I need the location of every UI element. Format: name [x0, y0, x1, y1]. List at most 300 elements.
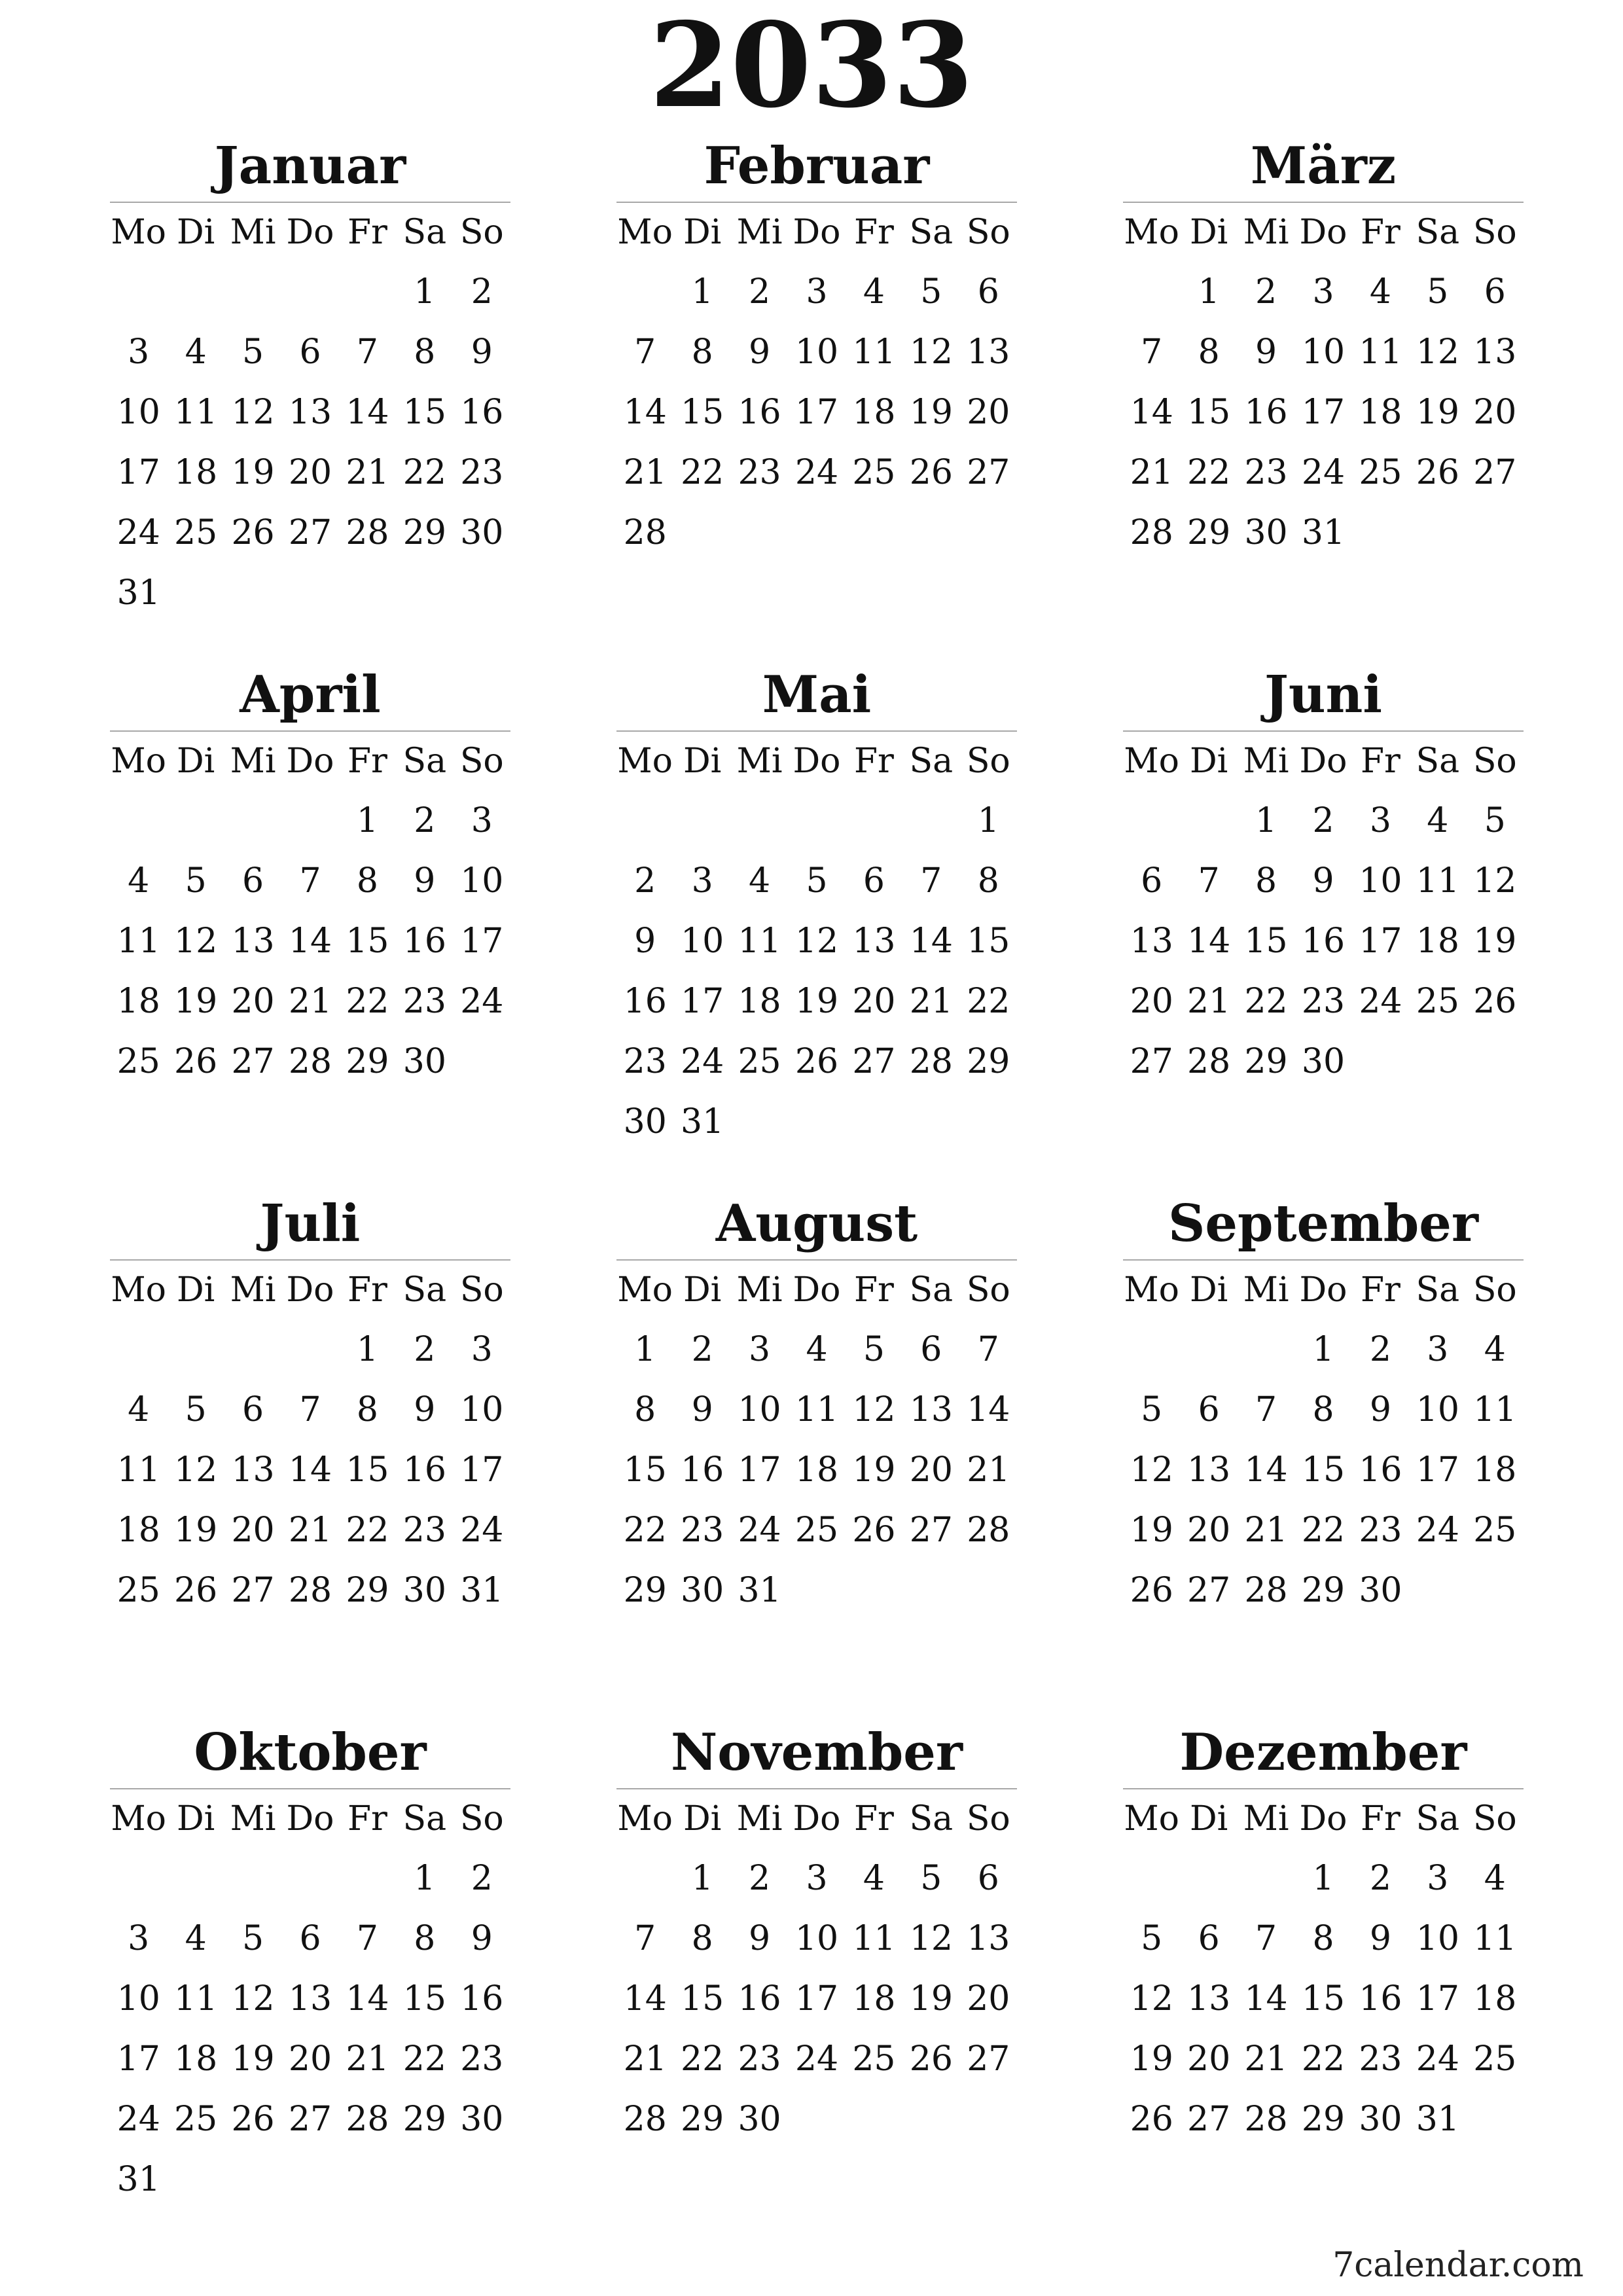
week-row	[616, 1500, 1017, 1560]
day-cell: 27	[1187, 2100, 1231, 2139]
day-cell: 28	[346, 2100, 389, 2139]
day-cell	[788, 791, 845, 851]
day-cell: 9	[1369, 1390, 1391, 1429]
day-cell: 7	[634, 1919, 656, 1958]
weekday-label: Di	[1189, 742, 1228, 781]
month-9	[1123, 1189, 1524, 1621]
day-cell: 25	[116, 1042, 160, 1081]
weekday-label: Mo	[111, 1270, 166, 1310]
day-cell: 28	[1130, 513, 1173, 552]
month-11	[616, 1717, 1017, 2149]
weekday-label: Mi	[1243, 1799, 1289, 1839]
weekday-label: Di	[683, 213, 722, 252]
week-row	[1123, 1909, 1524, 1969]
weekday-label: Do	[286, 1799, 334, 1839]
day-cell: 7	[1141, 332, 1163, 372]
day-cell: 4	[1427, 801, 1449, 840]
day-cell	[731, 1092, 788, 1152]
day-cell: 19	[231, 2039, 275, 2079]
day-cell: 27	[288, 2100, 332, 2139]
weekday-label: Do	[286, 213, 334, 252]
day-cell	[902, 1092, 959, 1152]
day-cell: 21	[623, 453, 667, 492]
day-cell: 28	[1244, 2100, 1288, 2139]
month-name: November	[670, 1723, 963, 1782]
day-cell: 6	[977, 272, 999, 312]
weekday-label: Fr	[347, 742, 387, 781]
day-cell: 31	[681, 1102, 724, 1141]
day-cell	[846, 2089, 902, 2149]
day-cell: 1	[414, 1859, 436, 1898]
day-cell: 14	[1244, 1450, 1288, 1490]
day-cell: 30	[402, 1571, 446, 1610]
weekday-label: Mi	[1243, 1270, 1289, 1310]
day-cell: 16	[460, 1979, 504, 2018]
day-cell	[396, 563, 453, 623]
day-cell: 4	[1484, 1330, 1506, 1369]
day-cell: 21	[1244, 2039, 1288, 2079]
weekday-label: Di	[176, 213, 215, 252]
week-row	[110, 2029, 510, 2089]
day-cell: 3	[1427, 1330, 1449, 1369]
weekday-header	[1123, 732, 1524, 791]
day-cell: 11	[116, 922, 160, 961]
day-cell: 31	[1416, 2100, 1459, 2139]
day-cell: 6	[242, 861, 264, 901]
week-row	[616, 1848, 1017, 1909]
day-cell: 19	[1130, 1511, 1173, 1550]
day-cell: 12	[1130, 1979, 1173, 2018]
week-row	[110, 2089, 510, 2149]
day-cell: 10	[1301, 332, 1346, 372]
day-cell: 5	[863, 1330, 885, 1369]
day-cell: 22	[402, 2039, 446, 2079]
weekday-label: Mi	[1243, 213, 1289, 252]
day-cell: 18	[174, 2039, 218, 2079]
day-cell: 18	[794, 1450, 839, 1490]
day-cell: 1	[1255, 801, 1277, 840]
day-cell: 27	[967, 2039, 1010, 2079]
day-cell: 8	[1198, 332, 1220, 372]
day-cell: 11	[852, 1919, 896, 1958]
day-cell: 27	[231, 1571, 275, 1610]
week-row	[616, 1380, 1017, 1440]
day-cell: 21	[1187, 982, 1231, 1021]
day-cell	[167, 262, 224, 322]
day-cell: 19	[231, 453, 275, 492]
day-cell: 26	[852, 1511, 896, 1550]
day-cell: 8	[691, 1919, 713, 1958]
day-cell: 7	[1255, 1390, 1277, 1429]
day-cell: 19	[1130, 2039, 1173, 2079]
day-cell: 20	[288, 2039, 332, 2079]
day-cell	[224, 563, 281, 623]
day-cell: 22	[1187, 453, 1231, 492]
day-cell: 12	[909, 1919, 953, 1958]
day-cell: 22	[623, 1511, 667, 1550]
month-4	[110, 660, 510, 1092]
day-cell: 1	[1312, 1330, 1334, 1369]
week-row	[1123, 791, 1524, 851]
day-cell: 5	[806, 861, 828, 901]
day-cell: 28	[346, 513, 389, 552]
day-cell: 30	[1359, 2100, 1402, 2139]
week-row	[1123, 971, 1524, 1031]
day-cell: 26	[794, 1042, 839, 1081]
day-cell: 2	[1312, 801, 1334, 840]
day-cell: 4	[1369, 272, 1391, 312]
day-cell: 30	[623, 1102, 667, 1141]
day-cell: 9	[471, 1919, 493, 1958]
day-cell	[960, 1560, 1017, 1621]
day-cell: 2	[1255, 272, 1277, 312]
weekday-label: Fr	[853, 1270, 894, 1310]
day-cell: 8	[691, 332, 713, 372]
day-cell: 13	[1130, 922, 1173, 961]
day-cell: 23	[1244, 453, 1288, 492]
day-cell	[167, 563, 224, 623]
day-cell: 4	[185, 1919, 207, 1958]
day-cell: 27	[288, 513, 332, 552]
day-cell: 21	[288, 1511, 332, 1550]
day-cell: 8	[977, 861, 999, 901]
day-cell: 1	[1198, 272, 1220, 312]
week-row	[616, 1440, 1017, 1500]
day-cell: 4	[863, 1859, 885, 1898]
day-cell: 26	[1130, 1571, 1173, 1610]
day-cell	[454, 563, 510, 623]
weekday-label: Di	[176, 742, 215, 781]
day-cell: 14	[288, 922, 332, 961]
day-cell: 7	[356, 1919, 378, 1958]
day-cell: 10	[1416, 1919, 1459, 1958]
weekday-header	[616, 1789, 1017, 1848]
day-cell: 26	[174, 1042, 218, 1081]
day-cell	[788, 2089, 845, 2149]
day-cell: 5	[242, 332, 264, 372]
day-cell	[224, 1848, 281, 1909]
day-cell: 28	[1187, 1042, 1231, 1081]
weekday-label: Mi	[1243, 742, 1289, 781]
day-cell: 10	[681, 922, 724, 961]
weekday-label: Mo	[617, 213, 673, 252]
weekday-label: Sa	[402, 1799, 447, 1839]
day-cell: 10	[1416, 1390, 1459, 1429]
day-cell: 10	[794, 332, 839, 372]
week-row	[110, 1440, 510, 1500]
week-row	[616, 442, 1017, 503]
day-cell: 30	[460, 513, 504, 552]
day-cell	[1409, 503, 1466, 563]
day-cell	[616, 1848, 673, 1909]
day-cell: 12	[1416, 332, 1459, 372]
day-cell	[110, 1848, 167, 1909]
weekday-label: Sa	[909, 742, 954, 781]
weekday-label: Mo	[617, 742, 673, 781]
day-cell: 20	[231, 982, 275, 1021]
weekday-header	[110, 1789, 510, 1848]
day-cell: 2	[749, 1859, 771, 1898]
weekday-label: Do	[1299, 1270, 1347, 1310]
day-cell: 20	[967, 1979, 1010, 2018]
day-cell: 18	[1473, 1450, 1517, 1490]
day-cell	[846, 791, 902, 851]
weekday-label: Do	[793, 1799, 841, 1839]
day-cell: 24	[460, 982, 504, 1021]
month-name: März	[1250, 136, 1397, 196]
weekday-label: So	[459, 1270, 504, 1310]
weekday-label: Di	[176, 1799, 215, 1839]
day-cell: 12	[794, 922, 839, 961]
day-cell: 13	[909, 1390, 953, 1429]
site-credit: 7calendar.com	[1332, 2246, 1584, 2285]
day-cell: 18	[738, 982, 781, 1021]
week-row	[1123, 1848, 1524, 1909]
week-row	[1123, 1031, 1524, 1092]
week-row	[110, 1500, 510, 1560]
day-cell: 16	[1359, 1450, 1402, 1490]
month-name: Januar	[214, 136, 406, 196]
day-cell	[1180, 1319, 1237, 1380]
day-cell: 24	[1301, 453, 1346, 492]
weekday-label: Mi	[736, 1270, 783, 1310]
day-cell: 2	[414, 1330, 436, 1369]
day-cell: 6	[1198, 1919, 1220, 1958]
day-cell: 22	[346, 982, 389, 1021]
week-row	[110, 1560, 510, 1621]
weekday-label: So	[1472, 213, 1517, 252]
day-cell: 16	[1359, 1979, 1402, 2018]
week-row	[616, 262, 1017, 322]
day-cell: 5	[185, 861, 207, 901]
day-cell: 28	[288, 1571, 332, 1610]
day-cell: 13	[967, 1919, 1010, 1958]
weekday-label: So	[966, 1270, 1010, 1310]
month-name: Dezember	[1179, 1723, 1467, 1782]
week-row	[616, 1969, 1017, 2029]
day-cell	[960, 1092, 1017, 1152]
day-cell: 2	[691, 1330, 713, 1369]
day-cell: 18	[116, 1511, 160, 1550]
day-cell	[1123, 262, 1180, 322]
day-cell: 3	[1427, 1859, 1449, 1898]
day-cell: 12	[852, 1390, 896, 1429]
day-cell: 16	[1244, 393, 1288, 432]
day-cell: 8	[1312, 1919, 1334, 1958]
month-name: Februar	[704, 136, 930, 196]
weekday-label: Do	[286, 742, 334, 781]
day-cell: 23	[460, 2039, 504, 2079]
day-cell: 3	[806, 1859, 828, 1898]
day-cell	[788, 1092, 845, 1152]
day-cell: 9	[1369, 1919, 1391, 1958]
day-cell: 13	[852, 922, 896, 961]
day-cell: 10	[460, 861, 504, 901]
day-cell	[788, 503, 845, 563]
month-name: April	[240, 665, 381, 725]
day-cell: 25	[852, 2039, 896, 2079]
day-cell: 13	[288, 393, 332, 432]
day-cell	[1123, 791, 1180, 851]
weekday-label: Do	[1299, 742, 1347, 781]
day-cell: 19	[1416, 393, 1459, 432]
day-cell: 30	[681, 1571, 724, 1610]
weekday-label: Mo	[1124, 1270, 1179, 1310]
day-cell: 26	[231, 513, 275, 552]
day-cell: 14	[967, 1390, 1010, 1429]
day-cell: 26	[231, 2100, 275, 2139]
weekday-label: Fr	[347, 1270, 387, 1310]
day-cell: 25	[738, 1042, 781, 1081]
month-10	[110, 1717, 510, 2210]
day-cell	[1238, 1319, 1294, 1380]
day-cell: 27	[852, 1042, 896, 1081]
day-cell: 5	[185, 1390, 207, 1429]
day-cell: 9	[414, 1390, 436, 1429]
day-cell: 23	[1301, 982, 1346, 1021]
day-cell: 27	[1473, 453, 1517, 492]
month-7	[110, 1189, 510, 1621]
day-cell: 1	[1312, 1859, 1334, 1898]
week-row	[616, 851, 1017, 911]
day-cell: 9	[749, 332, 771, 372]
day-cell: 4	[128, 1390, 150, 1429]
day-cell: 19	[909, 1979, 953, 2018]
day-cell: 29	[681, 2100, 724, 2139]
day-cell	[846, 1560, 902, 1621]
day-cell: 6	[299, 1919, 321, 1958]
day-cell: 22	[681, 453, 724, 492]
day-cell: 29	[402, 2100, 446, 2139]
month-name: Oktober	[194, 1723, 427, 1782]
day-cell: 20	[1130, 982, 1173, 1021]
day-cell	[1467, 1031, 1524, 1092]
day-cell: 21	[1130, 453, 1173, 492]
weekday-label: Di	[683, 742, 722, 781]
weekday-label: So	[1472, 1799, 1517, 1839]
week-row	[616, 2029, 1017, 2089]
day-cell: 25	[174, 2100, 218, 2139]
weekday-label: Mo	[111, 213, 166, 252]
day-cell: 16	[460, 393, 504, 432]
day-cell	[396, 2149, 453, 2210]
weekday-label: Mi	[230, 1270, 276, 1310]
week-row	[616, 382, 1017, 442]
day-cell	[902, 1560, 959, 1621]
day-cell: 21	[346, 453, 389, 492]
day-cell	[339, 563, 396, 623]
day-cell: 18	[1473, 1979, 1517, 2018]
day-cell: 7	[299, 861, 321, 901]
day-cell: 9	[471, 332, 493, 372]
day-cell: 10	[738, 1390, 781, 1429]
month-name: Juli	[260, 1194, 361, 1253]
day-cell: 17	[794, 393, 839, 432]
weekday-header	[110, 203, 510, 262]
day-cell	[110, 791, 167, 851]
month-3	[1123, 131, 1524, 563]
weekday-label: Di	[1189, 213, 1228, 252]
weekday-header	[1123, 1261, 1524, 1319]
day-cell: 23	[460, 453, 504, 492]
day-cell: 14	[1244, 1979, 1288, 2018]
month-8	[616, 1189, 1017, 1621]
day-cell: 21	[288, 982, 332, 1021]
day-cell: 8	[414, 332, 436, 372]
day-cell: 14	[288, 1450, 332, 1490]
day-cell: 13	[1187, 1450, 1231, 1490]
day-cell: 8	[1312, 1390, 1334, 1429]
day-cell: 3	[128, 332, 150, 372]
day-cell: 5	[920, 272, 942, 312]
day-cell: 14	[1130, 393, 1173, 432]
day-cell	[281, 1319, 338, 1380]
day-cell: 5	[242, 1919, 264, 1958]
day-cell: 3	[471, 801, 493, 840]
day-cell: 22	[346, 1511, 389, 1550]
week-row	[110, 1031, 510, 1092]
day-cell: 21	[346, 2039, 389, 2079]
day-cell: 15	[1244, 922, 1288, 961]
day-cell: 24	[681, 1042, 724, 1081]
day-cell: 17	[116, 2039, 160, 2079]
weekday-label: So	[966, 1799, 1010, 1839]
day-cell	[1180, 1848, 1237, 1909]
weekday-label: Fr	[347, 213, 387, 252]
day-cell: 9	[414, 861, 436, 901]
day-cell	[167, 791, 224, 851]
day-cell: 28	[1244, 1571, 1288, 1610]
week-row	[110, 791, 510, 851]
day-cell: 19	[174, 1511, 218, 1550]
day-cell: 24	[1416, 1511, 1459, 1550]
week-row	[1123, 382, 1524, 442]
day-cell	[960, 2089, 1017, 2149]
day-cell: 15	[1301, 1979, 1346, 2018]
day-cell: 20	[852, 982, 896, 1021]
weekday-label: Mo	[617, 1799, 673, 1839]
day-cell: 12	[174, 922, 218, 961]
day-cell: 28	[623, 513, 667, 552]
day-cell: 11	[1359, 332, 1402, 372]
day-cell: 29	[1244, 1042, 1288, 1081]
day-cell: 15	[346, 922, 389, 961]
day-cell: 23	[402, 1511, 446, 1550]
weekday-header	[616, 203, 1017, 262]
day-cell: 30	[1359, 1571, 1402, 1610]
day-cell: 13	[1187, 1979, 1231, 2018]
day-cell	[454, 1031, 510, 1092]
day-cell	[167, 1319, 224, 1380]
week-row	[616, 2089, 1017, 2149]
day-cell: 20	[967, 393, 1010, 432]
week-row	[110, 262, 510, 322]
day-cell: 31	[460, 1571, 504, 1610]
weekday-label: Fr	[1360, 213, 1400, 252]
day-cell	[281, 791, 338, 851]
day-cell: 29	[346, 1042, 389, 1081]
weekday-label: Fr	[853, 213, 894, 252]
weekday-label: Sa	[402, 742, 447, 781]
month-1	[110, 131, 510, 623]
day-cell: 10	[116, 1979, 160, 2018]
week-row	[110, 1380, 510, 1440]
day-cell	[731, 503, 788, 563]
day-cell	[454, 2149, 510, 2210]
weekday-label: Do	[793, 1270, 841, 1310]
day-cell: 22	[681, 2039, 724, 2079]
year-title: 2033	[649, 0, 974, 134]
